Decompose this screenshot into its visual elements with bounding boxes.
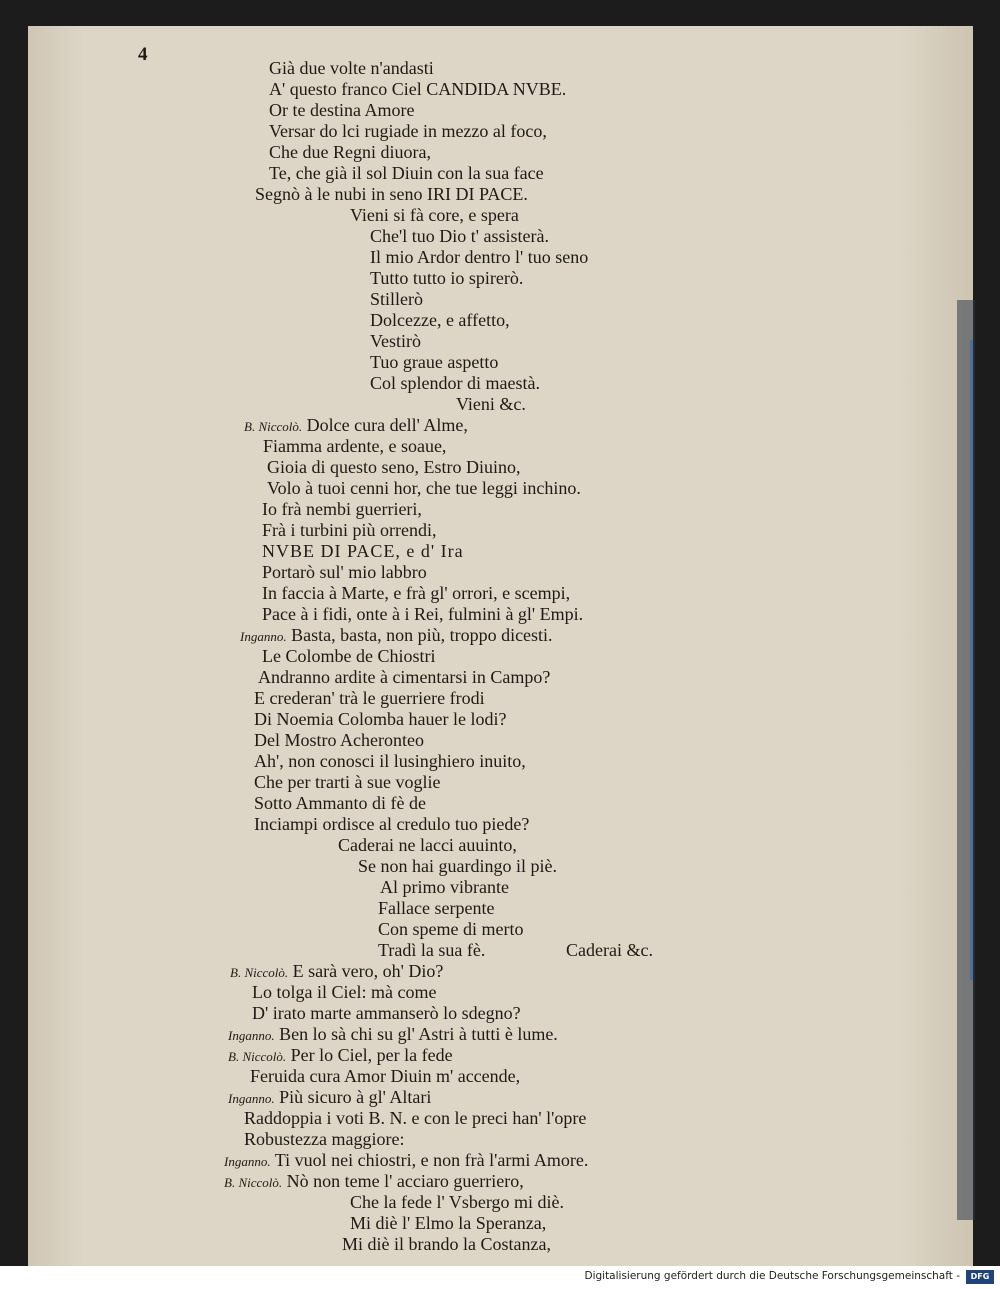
verse-line: D' irato marte ammanserò lo sdegno?: [252, 1003, 521, 1023]
speaker-label: Inganno.: [240, 629, 287, 644]
verse-line: Gioia di questo seno, Estro Diuino,: [267, 457, 521, 477]
verse-line: Tradì la sua fè.: [378, 940, 486, 960]
verse-line: Sotto Ammanto di fè de: [254, 793, 426, 813]
footer-credit: Digitalisierung gefördert durch die Deutsche Forschungsgemeinschaft -: [584, 1270, 960, 1282]
verse-line: Raddoppia i voti B. N. e con le preci han' l'opre: [244, 1108, 587, 1128]
verse-line: Inganno. Ti vuol nei chiostri, e non frà l'armi Amore.: [224, 1150, 589, 1170]
verse-line: Io frà nembi guerrieri,: [262, 499, 422, 519]
speaker-label: B. Niccolò.: [228, 1049, 287, 1064]
verse-line: E crederan' trà le guerriere frodi: [254, 688, 485, 708]
verse-line: Che la fede l' Vsbergo mi diè.: [350, 1192, 565, 1212]
verse-line: Volo à tuoi cenni hor, che tue leggi inchino.: [267, 478, 581, 498]
verse-line: Andranno ardite à cimentarsi in Campo?: [258, 667, 551, 687]
verse-line: Inganno. Ben lo sà chi su gl' Astri à tutti è lume.: [228, 1024, 558, 1044]
verse-line: Te, che già il sol Diuin con la sua face: [269, 163, 544, 183]
verse-line: Già due volte n'andasti: [269, 58, 434, 78]
verse-line: Mi diè l' Elmo la Speranza,: [350, 1213, 547, 1233]
digitization-footer: [0, 1266, 1000, 1289]
speaker-label: Inganno.: [228, 1091, 275, 1106]
verse-line: Che per trarti à sue voglie: [254, 772, 441, 792]
verse-line: Mi diè il brando la Costanza,: [342, 1234, 551, 1254]
speaker-label: Inganno.: [224, 1154, 271, 1169]
speaker-label: Inganno.: [228, 1028, 275, 1043]
verse-line: NVBE DI PACE, e d' Ira: [262, 541, 464, 561]
page-number: 4: [138, 44, 148, 65]
verse-line: Inciampi ordisce al credulo tuo piede?: [254, 814, 530, 834]
verse-line: Vestirò: [370, 331, 421, 351]
verse-line: Il mio Ardor dentro l' tuo seno: [370, 247, 589, 267]
verse-line: Che due Regni diuora,: [269, 142, 431, 162]
verse-line: Le Colombe de Chiostri: [262, 646, 436, 666]
verse-line: Dolcezze, e affetto,: [370, 310, 510, 330]
verse-line: Che'l tuo Dio t' assisterà.: [370, 226, 549, 246]
verse-line: Feruida cura Amor Diuin m' accende,: [250, 1066, 521, 1086]
speaker-label: B. Niccolò.: [244, 419, 303, 434]
verse-line: Al primo vibrante: [380, 877, 509, 897]
verse-line: Se non hai guardingo il piè.: [358, 856, 557, 876]
verse-line: Con speme di merto: [378, 919, 524, 939]
verse-line: A' questo franco Ciel CANDIDA NVBE.: [269, 79, 567, 99]
verse-line: Pace à i fidi, onte à i Rei, fulmini à gl' Empi.: [262, 604, 584, 624]
verse-line: Tutto tutto io spirerò.: [370, 268, 524, 288]
verse-line: Or te destina Amore: [269, 100, 415, 120]
verse-line: Tuo graue aspetto: [370, 352, 499, 372]
verse-line: Vieni si fà core, e spera: [350, 205, 519, 225]
binding-thread: [970, 340, 973, 980]
verse-line: Ah', non conosci il lusinghiero inuito,: [254, 751, 526, 771]
verse-line: Portarò sul' mio labbro: [262, 562, 427, 582]
verse-line: Versar do lci rugiade in mezzo al foco,: [269, 121, 547, 141]
verse-line: Del Mostro Acheronteo: [254, 730, 424, 750]
verse-line: Vieni &c.: [456, 394, 526, 414]
verse-line: Fallace serpente: [378, 898, 495, 918]
verse-line: Col splendor di maestà.: [370, 373, 540, 393]
verse-line: Frà i turbini più orrendi,: [262, 520, 437, 540]
verse-line: Caderai ne lacci auuinto,: [338, 835, 517, 855]
verse-line: Di Noemia Colomba hauer le lodi?: [254, 709, 507, 729]
verse-line: Inganno. Più sicuro à gl' Altari: [228, 1087, 432, 1107]
verse-line: Robustezza maggiore:: [244, 1129, 405, 1149]
speaker-label: B. Niccolò.: [224, 1175, 283, 1190]
speaker-label: B. Niccolò.: [230, 965, 289, 980]
book-page: [28, 26, 973, 1266]
verse-line: B. Niccolò. Nò non teme l' acciaro guerriero,: [224, 1171, 524, 1191]
verse-line: Stillerò: [370, 289, 423, 309]
verse-line: In faccia à Marte, e frà gl' orrori, e scempi,: [262, 583, 571, 603]
verse-line: Lo tolga il Ciel: mà come: [252, 982, 437, 1002]
refrain-aside: Caderai &c.: [566, 940, 653, 960]
verse-line: Fiamma ardente, e soaue,: [263, 436, 447, 456]
verse-line: B. Niccolò. Dolce cura dell' Alme,: [244, 415, 468, 435]
verse-line: Segnò à le nubi in seno IRI DI PACE.: [255, 184, 528, 204]
verse-line: Inganno. Basta, basta, non più, troppo dicesti.: [240, 625, 553, 645]
dfg-logo-icon: DFG: [966, 1270, 994, 1284]
verse-line: B. Niccolò. Per lo Ciel, per la fede: [228, 1045, 453, 1065]
verse-line: B. Niccolò. E sarà vero, oh' Dio?: [230, 961, 444, 981]
